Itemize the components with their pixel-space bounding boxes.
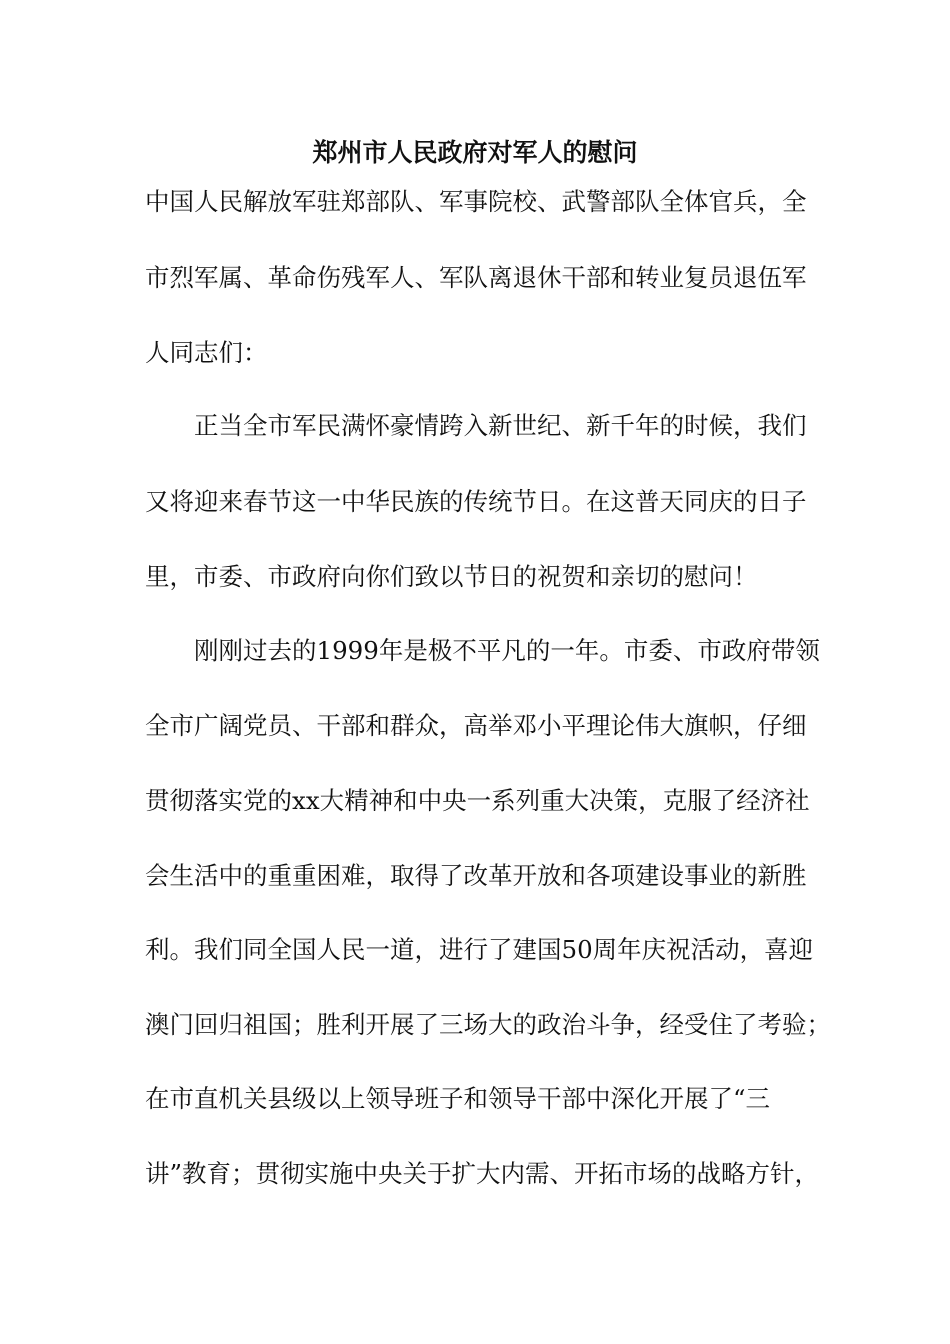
paragraph-1-line-1: 正当全市军民满怀豪情跨入新世纪、新千年的时候，我们: [194, 411, 807, 440]
paragraph-2-line-6: 澳门回归祖国；胜利开展了三场大的政治斗争，经受住了考验；: [145, 1010, 831, 1039]
paragraph-2-line-8: 讲”教育；贯彻实施中央关于扩大内需、开拓市场的战略方针，: [145, 1159, 820, 1188]
salutation-line-1: 中国人民解放军驻郑部队、军事院校、武警部队全体官兵，全: [145, 187, 807, 216]
paragraph-2-line-3: 贯彻落实党的xx大精神和中央一系列重大决策，克服了经济社: [145, 786, 810, 815]
paragraph-2-line-2: 全市广阔党员、干部和群众，高举邓小平理论伟大旗帜，仔细: [145, 711, 807, 740]
salutation-line-2: 市烈军属、革命伤残军人、军队离退休干部和转业复员退伍军: [145, 263, 807, 292]
paragraph-1-line-3: 里，市委、市政府向你们致以节日的祝贺和亲切的慰问！: [145, 562, 758, 591]
paragraph-2-line-7: 在市直机关县级以上领导班子和领导干部中深化开展了“三: [145, 1084, 771, 1113]
paragraph-2-line-4: 会生活中的重重困难，取得了改革开放和各项建设事业的新胜: [145, 861, 807, 890]
paragraph-1-line-2: 又将迎来春节这一中华民族的传统节日。在这普天同庆的日子: [145, 487, 807, 516]
document-title: 郑州市人民政府对军人的慰问: [312, 138, 638, 167]
salutation-line-3: 人同志们：: [145, 338, 268, 367]
paragraph-2-line-1: 刚刚过去的1999年是极不平凡的一年。市委、市政府带领: [194, 636, 820, 665]
paragraph-2-line-5: 利。我们同全国人民一道，进行了建国50周年庆祝活动，喜迎: [145, 935, 814, 964]
